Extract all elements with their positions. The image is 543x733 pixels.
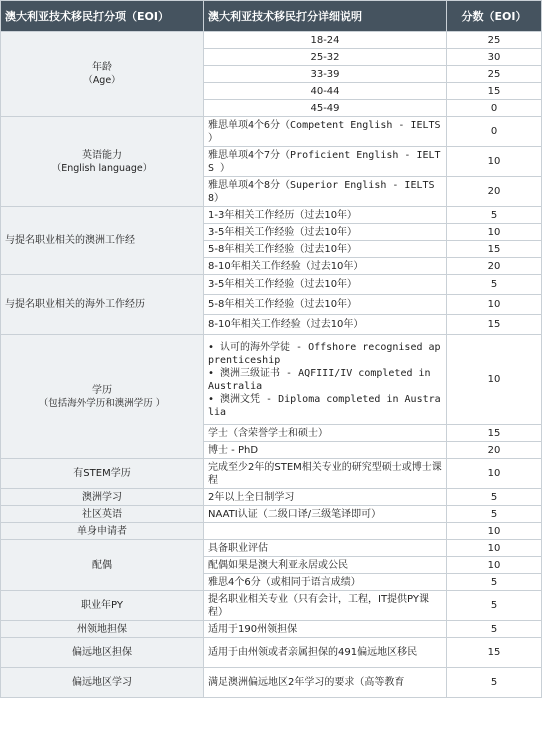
detail-cell: 3-5年相关工作经验（过去10年） [204, 224, 447, 241]
detail-cell: 雅思单项4个6分（Competent English - IELTS ） [204, 117, 447, 147]
detail-cell: 40-44 [204, 83, 447, 100]
detail-cell: 1-3年相关工作经历（过去10年） [204, 207, 447, 224]
score-cell: 10 [447, 540, 542, 557]
category-label: 学历 [92, 384, 112, 396]
score-cell: 5 [447, 591, 542, 621]
category-community-language: 社区英语 [1, 506, 204, 523]
category-partner [1, 540, 204, 591]
detail-cell: 33-39 [204, 66, 447, 83]
score-cell: 10 [447, 295, 542, 315]
detail-cell: 完成至少2年的STEM相关专业的研究型硕士或博士课程 [204, 459, 447, 489]
education-bullet: • 澳洲文凭 - Diploma completed in Australia [208, 393, 441, 418]
score-cell: 5 [447, 207, 542, 224]
score-cell: 0 [447, 100, 542, 117]
category-au-study: 澳洲学习 [1, 489, 204, 506]
header-score: 分数（EOI） [447, 1, 542, 32]
detail-cell: 博士 - PhD [204, 442, 447, 459]
detail-cell [204, 335, 447, 425]
score-cell: 5 [447, 668, 542, 698]
table-row [1, 32, 542, 49]
education-bullet: • 澳洲三级证书 - AQFIII/IV completed in Australia [208, 367, 431, 392]
score-cell: 10 [447, 557, 542, 574]
score-cell: 5 [447, 574, 542, 591]
score-cell: 25 [447, 32, 542, 49]
category-label: 与提名职业相关的海外工作经历 [5, 299, 145, 310]
category-sublabel: （包括海外学历和澳洲学历 ） [38, 397, 166, 409]
category-age [1, 32, 204, 117]
category-label: 配偶 [92, 559, 112, 571]
category-label: 英语能力 [82, 149, 122, 161]
detail-cell: 具备职业评估 [204, 540, 447, 557]
score-cell: 5 [447, 506, 542, 523]
category-py: 职业年PY [1, 591, 204, 621]
detail-cell: 适用于190州领担保 [204, 621, 447, 638]
table-row [1, 117, 542, 147]
table-row [1, 506, 542, 523]
category-state-sponsorship: 州领地担保 [1, 621, 204, 638]
table-row [1, 489, 542, 506]
detail-cell: 25-32 [204, 49, 447, 66]
detail-cell: 适用于由州领或者亲属担保的491偏远地区移民 [204, 638, 447, 668]
score-cell: 10 [447, 459, 542, 489]
score-cell: 25 [447, 66, 542, 83]
detail-cell [204, 523, 447, 540]
table-row [1, 335, 542, 425]
detail-cell: 45-49 [204, 100, 447, 117]
detail-cell: 5-8年相关工作经验（过去10年） [204, 295, 447, 315]
detail-cell: 配偶如果是澳大利亚永居或公民 [204, 557, 447, 574]
education-bullet: • 认可的海外学徒 - Offshore recognised apprenticeship [208, 341, 441, 366]
detail-cell: 2年以上全日制学习 [204, 489, 447, 506]
header-row [1, 1, 542, 32]
category-single: 单身申请者 [1, 523, 204, 540]
score-cell: 10 [447, 523, 542, 540]
detail-cell: 8-10年相关工作经验（过去10年） [204, 258, 447, 275]
category-sublabel: （Age） [83, 75, 121, 86]
detail-cell: 18-24 [204, 32, 447, 49]
detail-cell: 满足澳洲偏远地区2年学习的要求（高等教育 [204, 668, 447, 698]
detail-cell: 雅思单项4个8分（Superior English - IELTS 8） [204, 177, 447, 207]
score-cell: 15 [447, 425, 542, 442]
table-row [1, 275, 542, 295]
category-label: 年龄 [92, 62, 112, 73]
score-cell: 30 [447, 49, 542, 66]
score-cell: 10 [447, 224, 542, 241]
detail-cell: 提名职业相关专业（只有会计，工程，IT提供PY课程） [204, 591, 447, 621]
table-row [1, 523, 542, 540]
category-stem: 有STEM学历 [1, 459, 204, 489]
detail-cell: NAATI认证（二级口译/三级笔译即可） [204, 506, 447, 523]
detail-cell: 8-10年相关工作经验（过去10年） [204, 315, 447, 335]
table-row [1, 668, 542, 698]
score-cell: 15 [447, 638, 542, 668]
category-education [1, 335, 204, 459]
score-cell: 0 [447, 117, 542, 147]
category-regional-sponsorship: 偏远地区担保 [1, 638, 204, 668]
detail-cell: 雅思4个6分（或相同于语言成绩） [204, 574, 447, 591]
score-cell: 15 [447, 83, 542, 100]
category-english [1, 117, 204, 207]
header-detail: 澳大利亚技术移民打分详细说明 [204, 1, 447, 32]
header-category: 澳大利亚技术移民打分项（EOI） [1, 1, 204, 32]
score-cell: 5 [447, 621, 542, 638]
score-cell: 5 [447, 489, 542, 506]
category-overseas-work [1, 275, 204, 335]
category-regional-study: 偏远地区学习 [1, 668, 204, 698]
category-label: 与提名职业相关的澳洲工作经 [5, 235, 135, 246]
score-cell: 10 [447, 335, 542, 425]
score-cell: 5 [447, 275, 542, 295]
table-row [1, 591, 542, 621]
score-cell: 20 [447, 258, 542, 275]
detail-cell: 3-5年相关工作经验（过去10年） [204, 275, 447, 295]
table-row [1, 540, 542, 557]
detail-cell: 雅思单项4个7分（Proficient English - IELTS ） [204, 147, 447, 177]
category-au-work [1, 207, 204, 275]
category-sublabel: （English language） [51, 162, 153, 174]
score-cell: 10 [447, 147, 542, 177]
table-row [1, 459, 542, 489]
score-cell: 20 [447, 177, 542, 207]
table-row [1, 207, 542, 224]
score-cell: 20 [447, 442, 542, 459]
score-cell: 15 [447, 315, 542, 335]
detail-cell: 学士（含荣誉学士和硕士） [204, 425, 447, 442]
score-cell: 15 [447, 241, 542, 258]
detail-cell: 5-8年相关工作经验（过去10年） [204, 241, 447, 258]
table-row [1, 621, 542, 638]
table-row [1, 638, 542, 668]
